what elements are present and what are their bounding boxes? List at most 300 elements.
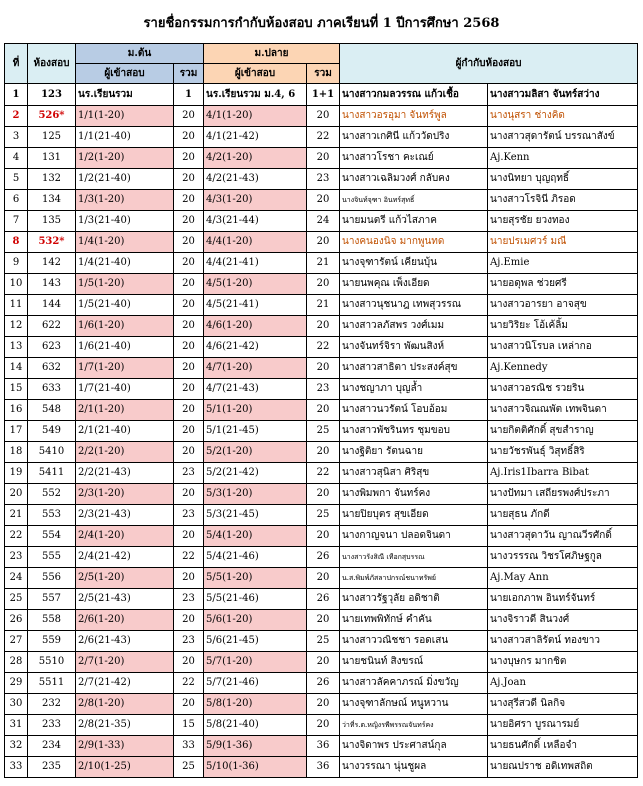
row-number: 4 bbox=[5, 148, 28, 169]
lower-total: 20 bbox=[174, 400, 204, 421]
row-number: 28 bbox=[5, 652, 28, 673]
table-row bbox=[5, 274, 638, 295]
proctor-2: นางบุษกร มากชิต bbox=[488, 652, 638, 673]
lower-examinee: 2/1(1-20) bbox=[76, 400, 174, 421]
proctor-1: นายชนินท์ สิงขรณ์ bbox=[340, 652, 488, 673]
row-number: 7 bbox=[5, 211, 28, 232]
lower-examinee: 2/5(21-43) bbox=[76, 589, 174, 610]
row-number: 24 bbox=[5, 568, 28, 589]
page-title: รายชื่อกรรมการกำกับห้องสอบ ภาคเรียนที่ 1 ปีการศึกษา 2568 bbox=[143, 16, 500, 31]
table-row bbox=[5, 211, 638, 232]
table-row bbox=[5, 547, 638, 568]
upper-total: 20 bbox=[307, 610, 340, 631]
upper-examinee: 5/3(1-20) bbox=[204, 484, 307, 505]
upper-total: 20 bbox=[307, 190, 340, 211]
lower-examinee: 1/6(1-20) bbox=[76, 316, 174, 337]
table-row bbox=[5, 127, 638, 148]
proctor-1: นางสาวรังสิณี เทือกสุบรรณ bbox=[340, 547, 488, 568]
lower-total: 20 bbox=[174, 379, 204, 400]
room-number: 552 bbox=[28, 484, 76, 505]
proctor-2: นายกิตติศักดิ์ สุขสำราญ bbox=[488, 421, 638, 442]
upper-total: 26 bbox=[307, 673, 340, 694]
proctor-2: นายวัชรพันธุ์ วิสุทธิ์สิริ bbox=[488, 442, 638, 463]
upper-examinee: 4/6(1-20) bbox=[204, 316, 307, 337]
row-number: 10 bbox=[5, 274, 28, 295]
upper-examinee: 4/3(1-20) bbox=[204, 190, 307, 211]
lower-total: 20 bbox=[174, 610, 204, 631]
lower-examinee: 1/7(1-20) bbox=[76, 358, 174, 379]
proctor-1: น.ส.พิมพ์ภัสลาปกรณ์ชนาทรัพย์ bbox=[340, 568, 488, 589]
table-row bbox=[5, 148, 638, 169]
lower-total: 20 bbox=[174, 232, 204, 253]
table-row bbox=[5, 316, 638, 337]
upper-examinee: นร.เรียนรวม ม.4, 6 bbox=[204, 84, 307, 106]
proctor-2: Aj.Kenn bbox=[488, 148, 638, 169]
room-number: 554 bbox=[28, 526, 76, 547]
proctor-2: นางสาวจิณณพัต เทพจินดา bbox=[488, 400, 638, 421]
row-number: 6 bbox=[5, 190, 28, 211]
proctor-1: นางฐิติยา รัตนฉาย bbox=[340, 442, 488, 463]
upper-total: 20 bbox=[307, 316, 340, 337]
proctor-2: นายธนศักดิ์ เหลือจำ bbox=[488, 736, 638, 757]
proctor-2: นายสุรชัย ยวงทอง bbox=[488, 211, 638, 232]
lower-total: 15 bbox=[174, 715, 204, 736]
room-number: 132 bbox=[28, 169, 76, 190]
upper-examinee: 5/10(1-36) bbox=[204, 757, 307, 778]
upper-total: 20 bbox=[307, 400, 340, 421]
upper-total: 20 bbox=[307, 526, 340, 547]
proctor-1: นางคนองนิจ มากพูนทด bbox=[340, 232, 488, 253]
lower-total: 20 bbox=[174, 337, 204, 358]
row-number: 26 bbox=[5, 610, 28, 631]
row-number: 19 bbox=[5, 463, 28, 484]
upper-examinee: 4/5(21-41) bbox=[204, 295, 307, 316]
lower-examinee: 2/4(1-20) bbox=[76, 526, 174, 547]
row-number: 30 bbox=[5, 694, 28, 715]
proctor-1: นางจิดาพร ประศาสน์กุล bbox=[340, 736, 488, 757]
lower-examinee: 2/6(21-43) bbox=[76, 631, 174, 652]
row-number: 31 bbox=[5, 715, 28, 736]
proctor-1: นางวรรณา นุ่นชูผล bbox=[340, 757, 488, 778]
table-row bbox=[5, 379, 638, 400]
proctor-1: นางสาววณิชชา รอดเสน bbox=[340, 631, 488, 652]
room-number: 548 bbox=[28, 400, 76, 421]
room-number: 131 bbox=[28, 148, 76, 169]
table-row bbox=[5, 358, 638, 379]
proctor-2: นางสาวสุดารัตน์ บรรณาสังข์ bbox=[488, 127, 638, 148]
proctor-1: นางสาวนุชนาฎ เทพสุวรรณ bbox=[340, 295, 488, 316]
room-number: 233 bbox=[28, 715, 76, 736]
upper-total: 26 bbox=[307, 589, 340, 610]
room-number: 143 bbox=[28, 274, 76, 295]
table-row bbox=[5, 169, 638, 190]
lower-examinee: 2/8(1-20) bbox=[76, 694, 174, 715]
upper-examinee: 4/2(1-20) bbox=[204, 148, 307, 169]
upper-examinee: 5/4(21-46) bbox=[204, 547, 307, 568]
lower-total: 20 bbox=[174, 316, 204, 337]
upper-total: 25 bbox=[307, 505, 340, 526]
proctor-2: นายอดุพล ช่วยศรี bbox=[488, 274, 638, 295]
upper-total: 20 bbox=[307, 484, 340, 505]
upper-examinee: 4/1(1-20) bbox=[204, 106, 307, 127]
lower-examinee: 2/2(21-43) bbox=[76, 463, 174, 484]
upper-total: 20 bbox=[307, 274, 340, 295]
header-upper-total: รวม bbox=[307, 64, 340, 84]
upper-examinee: 5/8(21-40) bbox=[204, 715, 307, 736]
header-lower-total: รวม bbox=[174, 64, 204, 84]
proctor-1: นางจินท์จุฑา อินทร์สุทธิ์ bbox=[340, 190, 488, 211]
lower-total: 20 bbox=[174, 169, 204, 190]
proctor-2: Aj.Kennedy bbox=[488, 358, 638, 379]
lower-examinee: 2/1(21-40) bbox=[76, 421, 174, 442]
upper-total: 22 bbox=[307, 463, 340, 484]
lower-total: 20 bbox=[174, 190, 204, 211]
lower-examinee: 2/5(1-20) bbox=[76, 568, 174, 589]
proctor-2: นางสาวอารยา อาจสุข bbox=[488, 295, 638, 316]
proctor-table bbox=[4, 43, 638, 778]
lower-total: 20 bbox=[174, 127, 204, 148]
proctor-1: นายมนตรี แก้วไสภาค bbox=[340, 211, 488, 232]
upper-examinee: 5/2(21-42) bbox=[204, 463, 307, 484]
lower-examinee: 1/4(1-20) bbox=[76, 232, 174, 253]
room-number: 234 bbox=[28, 736, 76, 757]
upper-total: 1+1 bbox=[307, 84, 340, 106]
room-number: 558 bbox=[28, 610, 76, 631]
header-room: ห้องสอบ bbox=[28, 44, 76, 84]
row-number: 16 bbox=[5, 400, 28, 421]
lower-examinee: 1/3(21-40) bbox=[76, 211, 174, 232]
lower-examinee: 2/2(1-20) bbox=[76, 442, 174, 463]
row-number: 20 bbox=[5, 484, 28, 505]
table-row bbox=[5, 442, 638, 463]
table-row bbox=[5, 484, 638, 505]
lower-examinee: 2/8(21-35) bbox=[76, 715, 174, 736]
table-row bbox=[5, 715, 638, 736]
lower-total: 20 bbox=[174, 106, 204, 127]
upper-total: 20 bbox=[307, 715, 340, 736]
proctor-2: Aj.Iris1Ibarra Bibat bbox=[488, 463, 638, 484]
table-row bbox=[5, 190, 638, 211]
lower-examinee: นร.เรียนรวม bbox=[76, 84, 174, 106]
proctor-2: Aj.Joan bbox=[488, 673, 638, 694]
lower-examinee: 1/5(21-40) bbox=[76, 295, 174, 316]
upper-total: 22 bbox=[307, 127, 340, 148]
row-number: 33 bbox=[5, 757, 28, 778]
row-number: 23 bbox=[5, 547, 28, 568]
proctor-1: นางสาวนวรัตน์ โอบอ้อม bbox=[340, 400, 488, 421]
row-number: 21 bbox=[5, 505, 28, 526]
room-number: 555 bbox=[28, 547, 76, 568]
proctor-2: นายณปราช อดิเทพสถิต bbox=[488, 757, 638, 778]
lower-total: 20 bbox=[174, 484, 204, 505]
room-number: 5510 bbox=[28, 652, 76, 673]
table-row bbox=[5, 463, 638, 484]
upper-examinee: 4/4(21-41) bbox=[204, 253, 307, 274]
proctor-2: Aj.May Ann bbox=[488, 568, 638, 589]
lower-examinee: 1/4(21-40) bbox=[76, 253, 174, 274]
table-row bbox=[5, 589, 638, 610]
lower-examinee: 2/6(1-20) bbox=[76, 610, 174, 631]
room-number: 134 bbox=[28, 190, 76, 211]
proctor-2: นางสุรีสวดี นิลกิจ bbox=[488, 694, 638, 715]
proctor-2: นางสาวนิโรบล เหล่ากอ bbox=[488, 337, 638, 358]
room-number: 553 bbox=[28, 505, 76, 526]
lower-examinee: 1/5(1-20) bbox=[76, 274, 174, 295]
table-row bbox=[5, 694, 638, 715]
proctor-1: ว่าที่ร.ต.หญิงรพีพรรณจันทร์คง bbox=[340, 715, 488, 736]
row-number: 14 bbox=[5, 358, 28, 379]
upper-total: 23 bbox=[307, 169, 340, 190]
proctor-2: นายวิริยะ โอ้เค้ลิ้ม bbox=[488, 316, 638, 337]
upper-examinee: 4/4(1-20) bbox=[204, 232, 307, 253]
proctor-1: นางพิมพกา จันทร์คง bbox=[340, 484, 488, 505]
proctor-1: นางสาวโรชา คะเณย์ bbox=[340, 148, 488, 169]
lower-total: 23 bbox=[174, 505, 204, 526]
upper-total: 26 bbox=[307, 547, 340, 568]
upper-examinee: 5/5(21-46) bbox=[204, 589, 307, 610]
lower-examinee: 2/4(21-42) bbox=[76, 547, 174, 568]
room-number: 125 bbox=[28, 127, 76, 148]
row-number: 11 bbox=[5, 295, 28, 316]
lower-total: 20 bbox=[174, 694, 204, 715]
lower-total: 23 bbox=[174, 589, 204, 610]
room-number: 556 bbox=[28, 568, 76, 589]
upper-total: 36 bbox=[307, 736, 340, 757]
row-number: 18 bbox=[5, 442, 28, 463]
header-upper-examinee: ผู้เข้าสอบ bbox=[204, 64, 307, 84]
upper-total: 24 bbox=[307, 211, 340, 232]
proctor-2: นางสาวมลิสา จันทร์สว่าง bbox=[488, 84, 638, 106]
lower-total: 22 bbox=[174, 547, 204, 568]
proctor-1: นางสาวอรอุมา จันทร์พูล bbox=[340, 106, 488, 127]
upper-examinee: 5/9(1-36) bbox=[204, 736, 307, 757]
upper-examinee: 5/1(1-20) bbox=[204, 400, 307, 421]
upper-examinee: 5/2(1-20) bbox=[204, 442, 307, 463]
upper-examinee: 4/3(21-44) bbox=[204, 211, 307, 232]
proctor-2: นางปัทมา เสถียรพงศ์ประภา bbox=[488, 484, 638, 505]
header-lower-secondary: ม.ต้น bbox=[76, 44, 204, 64]
proctor-1: นางสาวเกศินี แก้ววัดปริง bbox=[340, 127, 488, 148]
row-number: 22 bbox=[5, 526, 28, 547]
proctor-2: นางสาวสาลิรัตน์ ทองขาว bbox=[488, 631, 638, 652]
upper-examinee: 5/5(1-20) bbox=[204, 568, 307, 589]
upper-examinee: 4/2(21-43) bbox=[204, 169, 307, 190]
upper-examinee: 5/7(21-46) bbox=[204, 673, 307, 694]
upper-total: 20 bbox=[307, 148, 340, 169]
proctor-1: นางสาวลัคคาภรณ์ มิ่งขวัญ bbox=[340, 673, 488, 694]
lower-total: 23 bbox=[174, 631, 204, 652]
table-row bbox=[5, 631, 638, 652]
upper-examinee: 5/1(21-45) bbox=[204, 421, 307, 442]
room-number: 559 bbox=[28, 631, 76, 652]
table-row bbox=[5, 736, 638, 757]
lower-total: 20 bbox=[174, 442, 204, 463]
table-row bbox=[5, 526, 638, 547]
lower-examinee: 1/6(21-40) bbox=[76, 337, 174, 358]
proctor-1: นางสาวสาธิตา ประสงค์สุข bbox=[340, 358, 488, 379]
table-row bbox=[5, 106, 638, 127]
row-number: 8 bbox=[5, 232, 28, 253]
proctor-1: นางสาวลภัสพร วงศ์เมม bbox=[340, 316, 488, 337]
room-number: 144 bbox=[28, 295, 76, 316]
upper-total: 20 bbox=[307, 358, 340, 379]
room-number: 532* bbox=[28, 232, 76, 253]
table-row bbox=[5, 84, 638, 106]
lower-examinee: 2/3(1-20) bbox=[76, 484, 174, 505]
lower-total: 20 bbox=[174, 148, 204, 169]
room-number: 123 bbox=[28, 84, 76, 106]
room-number: 142 bbox=[28, 253, 76, 274]
lower-examinee: 2/3(21-43) bbox=[76, 505, 174, 526]
room-number: 622 bbox=[28, 316, 76, 337]
row-number: 29 bbox=[5, 673, 28, 694]
row-number: 3 bbox=[5, 127, 28, 148]
row-number: 27 bbox=[5, 631, 28, 652]
lower-examinee: 1/2(1-20) bbox=[76, 148, 174, 169]
row-number: 17 bbox=[5, 421, 28, 442]
room-number: 5410 bbox=[28, 442, 76, 463]
row-number: 13 bbox=[5, 337, 28, 358]
room-number: 526* bbox=[28, 106, 76, 127]
lower-total: 20 bbox=[174, 358, 204, 379]
upper-examinee: 4/6(21-42) bbox=[204, 337, 307, 358]
lower-total: 22 bbox=[174, 673, 204, 694]
proctor-1: นายเทพพิทักษ์ คำคัน bbox=[340, 610, 488, 631]
room-number: 5411 bbox=[28, 463, 76, 484]
proctor-1: นางจุฑารัตน์ เคียนบุ้น bbox=[340, 253, 488, 274]
row-number: 15 bbox=[5, 379, 28, 400]
lower-total: 25 bbox=[174, 757, 204, 778]
room-number: 557 bbox=[28, 589, 76, 610]
row-number: 5 bbox=[5, 169, 28, 190]
proctor-2: นางจิราวดี สินวงศ์ bbox=[488, 610, 638, 631]
table-body bbox=[5, 84, 638, 778]
header-upper-secondary: ม.ปลาย bbox=[204, 44, 340, 64]
table-row bbox=[5, 505, 638, 526]
proctor-2: นายปรเมศวร์ มณี bbox=[488, 232, 638, 253]
upper-total: 25 bbox=[307, 421, 340, 442]
lower-examinee: 1/1(1-20) bbox=[76, 106, 174, 127]
upper-total: 20 bbox=[307, 652, 340, 673]
upper-total: 20 bbox=[307, 442, 340, 463]
row-number: 2 bbox=[5, 106, 28, 127]
room-number: 135 bbox=[28, 211, 76, 232]
proctor-1: นางจุฑาลักษณ์ หนูหวาน bbox=[340, 694, 488, 715]
upper-total: 21 bbox=[307, 295, 340, 316]
room-number: 633 bbox=[28, 379, 76, 400]
table-row bbox=[5, 421, 638, 442]
proctor-1: นางชญาภา บุญล้ำ bbox=[340, 379, 488, 400]
proctor-1: นายปิยบุตร สุขเอียด bbox=[340, 505, 488, 526]
table-row bbox=[5, 337, 638, 358]
proctor-1: นายนพคุณ เพ็งเอียด bbox=[340, 274, 488, 295]
lower-examinee: 1/1(21-40) bbox=[76, 127, 174, 148]
lower-total: 20 bbox=[174, 253, 204, 274]
table-row bbox=[5, 610, 638, 631]
upper-total: 20 bbox=[307, 568, 340, 589]
lower-examinee: 1/7(21-40) bbox=[76, 379, 174, 400]
proctor-1: นางสาวพัชรินทร ชุมขอบ bbox=[340, 421, 488, 442]
proctor-2: Aj.Emie bbox=[488, 253, 638, 274]
lower-total: 33 bbox=[174, 736, 204, 757]
table-row bbox=[5, 232, 638, 253]
lower-total: 23 bbox=[174, 463, 204, 484]
upper-total: 20 bbox=[307, 694, 340, 715]
proctor-2: นายสุธน ภักดี bbox=[488, 505, 638, 526]
upper-total: 20 bbox=[307, 232, 340, 253]
upper-examinee: 5/6(21-45) bbox=[204, 631, 307, 652]
upper-total: 25 bbox=[307, 631, 340, 652]
table-row bbox=[5, 568, 638, 589]
upper-total: 20 bbox=[307, 106, 340, 127]
lower-examinee: 2/9(1-33) bbox=[76, 736, 174, 757]
proctor-1: นางกาญจนา ปลอดจินดา bbox=[340, 526, 488, 547]
table-row bbox=[5, 673, 638, 694]
proctor-1: นางสาวกมลวรรณ แก้วเชื้อ bbox=[340, 84, 488, 106]
upper-total: 36 bbox=[307, 757, 340, 778]
proctor-2: นางสาวสุดาวัน ญาณวีรศักดิ์ bbox=[488, 526, 638, 547]
upper-examinee: 4/7(1-20) bbox=[204, 358, 307, 379]
table-row bbox=[5, 400, 638, 421]
lower-total: 20 bbox=[174, 568, 204, 589]
room-number: 549 bbox=[28, 421, 76, 442]
upper-examinee: 5/3(21-45) bbox=[204, 505, 307, 526]
upper-total: 23 bbox=[307, 379, 340, 400]
room-number: 235 bbox=[28, 757, 76, 778]
lower-total: 20 bbox=[174, 211, 204, 232]
upper-examinee: 4/7(21-43) bbox=[204, 379, 307, 400]
upper-examinee: 4/1(21-42) bbox=[204, 127, 307, 148]
table-row bbox=[5, 652, 638, 673]
header-no: ที่ bbox=[5, 44, 28, 84]
proctor-1: นางสาวเฉลิมวงศ์ กลับคง bbox=[340, 169, 488, 190]
lower-total: 20 bbox=[174, 421, 204, 442]
row-number: 32 bbox=[5, 736, 28, 757]
table-row bbox=[5, 757, 638, 778]
lower-total: 20 bbox=[174, 274, 204, 295]
room-number: 632 bbox=[28, 358, 76, 379]
upper-examinee: 5/6(1-20) bbox=[204, 610, 307, 631]
upper-examinee: 5/4(1-20) bbox=[204, 526, 307, 547]
proctor-2: นางนิทยา บุญฤทธิ์ bbox=[488, 169, 638, 190]
upper-examinee: 5/8(1-20) bbox=[204, 694, 307, 715]
proctor-1: นางจันทร์จิรา พัฒนสิงห์ bbox=[340, 337, 488, 358]
row-number: 9 bbox=[5, 253, 28, 274]
lower-examinee: 1/3(1-20) bbox=[76, 190, 174, 211]
header-lower-examinee: ผู้เข้าสอบ bbox=[76, 64, 174, 84]
proctor-2: นายเอกภาพ อินทร์จันทร์ bbox=[488, 589, 638, 610]
upper-total: 21 bbox=[307, 253, 340, 274]
proctor-2: นางนุสรา ช่างคิด bbox=[488, 106, 638, 127]
lower-total: 1 bbox=[174, 84, 204, 106]
table-row bbox=[5, 295, 638, 316]
row-number: 1 bbox=[5, 84, 28, 106]
upper-examinee: 5/7(1-20) bbox=[204, 652, 307, 673]
lower-total: 20 bbox=[174, 526, 204, 547]
table-row bbox=[5, 253, 638, 274]
proctor-2: นายอิศรา บูรณารมย์ bbox=[488, 715, 638, 736]
proctor-1: นางสาวสุนิสา ศิริสุข bbox=[340, 463, 488, 484]
lower-examinee: 1/2(21-40) bbox=[76, 169, 174, 190]
room-number: 623 bbox=[28, 337, 76, 358]
proctor-2: นางสาวโรจินี ภิรอด bbox=[488, 190, 638, 211]
upper-examinee: 4/5(1-20) bbox=[204, 274, 307, 295]
upper-total: 22 bbox=[307, 337, 340, 358]
row-number: 25 bbox=[5, 589, 28, 610]
lower-examinee: 2/10(1-25) bbox=[76, 757, 174, 778]
proctor-2: นางสาวอรณิช รวยริน bbox=[488, 379, 638, 400]
proctor-1: นางสาวรัฐวุลัย อดิชาติ bbox=[340, 589, 488, 610]
